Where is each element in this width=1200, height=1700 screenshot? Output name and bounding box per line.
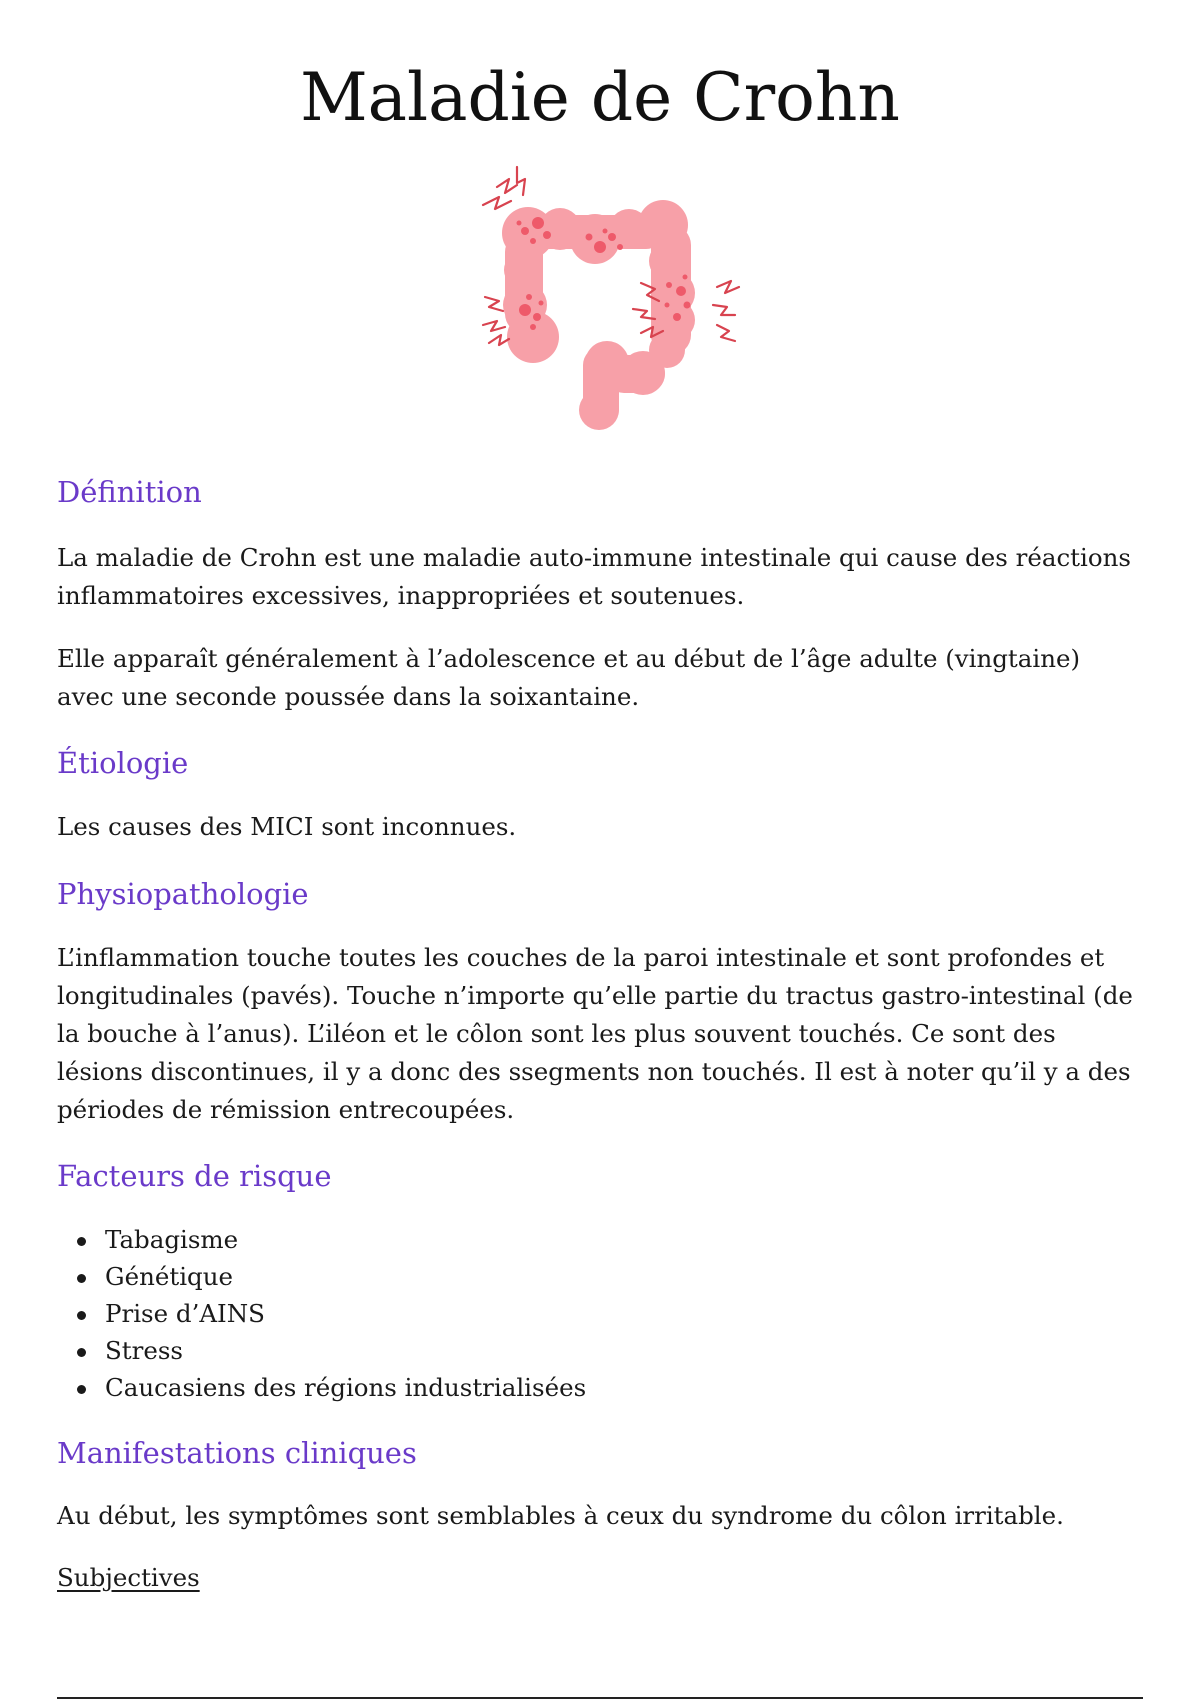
manifestations-paragraph: Au début, les symptômes sont semblables à ceux du syndrome du côlon irritable.	[57, 1501, 1064, 1530]
list-item: Tabagisme	[57, 1221, 1143, 1258]
page-title: Maladie de Crohn	[300, 59, 900, 136]
risk-factors-list	[57, 1221, 1143, 1406]
section-heading-definition: Définition	[57, 475, 202, 509]
physiopathologie-paragraph: L’inflammation touche toutes les couches de la paroi intestinale et sont profondes et longitudinales (pavés). Touche n’importe qu’elle partie du tractus gastro-intestinal (de la bouche à l’anus). L’iléon et le côlon sont les plus souvent touchés. Ce sont des lésions discontinues, il y a donc des ssegments non touchés. Il est à noter qu’il y a des périodes de rémission entrecoupées.	[57, 943, 1133, 1124]
list-item: Génétique	[57, 1258, 1143, 1295]
definition-paragraph-1: La maladie de Crohn est une maladie auto-immune intestinale qui cause des réactions inflammatoires excessives, inappropriées et soutenues.	[57, 543, 1131, 610]
etiologie-paragraph: Les causes des MICI sont inconnues.	[57, 812, 517, 841]
list-item: Prise d’AINS	[57, 1295, 1143, 1332]
section-heading-etiologie: Étiologie	[57, 746, 189, 780]
inflamed-colon-icon	[455, 165, 765, 455]
list-item: Stress	[57, 1332, 1143, 1369]
list-item: Caucasiens des régions industrialisées	[57, 1369, 1143, 1406]
definition-paragraph-2: Elle apparaît généralement à l’adolescence et au début de l’âge adulte (vingtaine) avec une seconde poussée dans la soixantaine.	[57, 644, 1081, 711]
subjectives-subheading: Subjectives	[57, 1563, 200, 1592]
section-heading-physiopathologie: Physiopathologie	[57, 877, 309, 911]
section-heading-facteurs: Facteurs de risque	[57, 1159, 332, 1193]
section-heading-manifestations: Manifestations cliniques	[57, 1436, 417, 1470]
bottom-divider	[57, 1697, 1143, 1699]
